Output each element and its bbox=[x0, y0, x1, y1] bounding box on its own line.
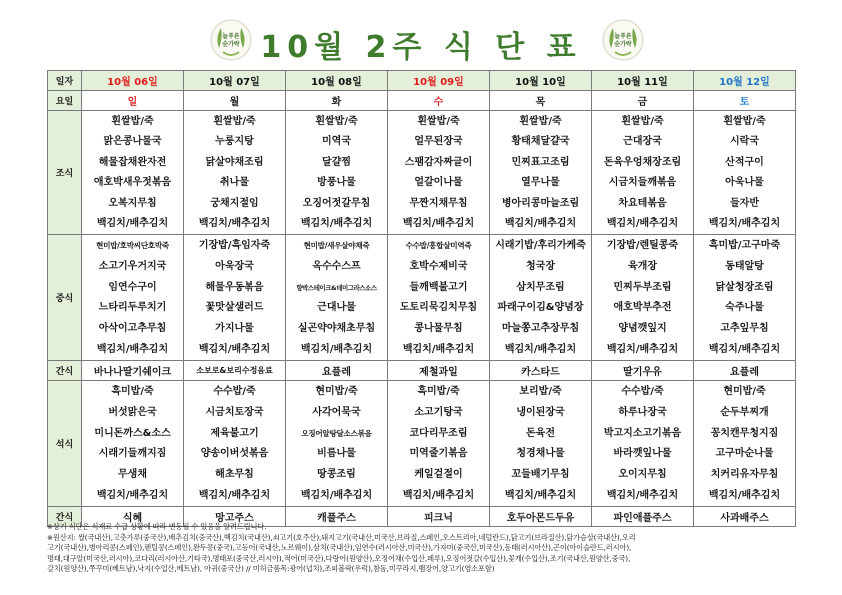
menu-item: 미역줄기볶음 bbox=[409, 448, 468, 460]
menu-item: 흰쌀밥/죽 bbox=[315, 116, 358, 127]
menu-item: 사각어묵국 bbox=[312, 406, 361, 418]
menu-item: 백김치/배추김치 bbox=[198, 343, 271, 355]
page-title: 10월 2주 식 단 표 bbox=[260, 30, 582, 65]
breakfast-cell bbox=[592, 111, 694, 235]
menu-item: 치커리유자무침 bbox=[710, 469, 779, 481]
snack-cell: 호두아몬드두유 bbox=[490, 507, 592, 527]
menu-item: 고추잎무침 bbox=[720, 323, 769, 335]
menu-item: 현미밥/죽 bbox=[315, 386, 358, 397]
menu-item: 임연수구이 bbox=[108, 281, 157, 293]
note-line: ※상기 식단은 식재료 수급 상황에 따라 변동될 수 있음을 알려드립니다. bbox=[47, 522, 267, 531]
menu-item: 땅콩조림 bbox=[317, 469, 356, 481]
menu-item: 아욱장국 bbox=[215, 260, 254, 272]
menu-item: 동태알탕 bbox=[725, 260, 764, 272]
menu-item: 제육불고기 bbox=[210, 427, 259, 439]
meal-table bbox=[47, 70, 796, 527]
weekday-cell: 수 bbox=[388, 91, 490, 111]
menu-item: 백김치/배추김치 bbox=[402, 489, 475, 501]
dinner-cell bbox=[490, 381, 592, 507]
row-label: 조식 bbox=[48, 111, 82, 235]
menu-item: 무짠지채무침 bbox=[409, 197, 468, 209]
menu-item: 기장밥/렌틸콩죽 bbox=[606, 240, 679, 251]
breakfast-cell bbox=[388, 111, 490, 235]
menu-item: 얼무된장국 bbox=[414, 136, 463, 148]
date-cell: 10월 11일 bbox=[592, 71, 694, 91]
menu-item: 궁채지절임 bbox=[210, 197, 259, 209]
menu-item: 들깨백불고기 bbox=[409, 281, 468, 293]
menu-item: 백김치/배추김치 bbox=[708, 343, 781, 355]
menu-item: 시금치토장국 bbox=[205, 406, 264, 418]
menu-item: 오복지무침 bbox=[108, 197, 157, 209]
menu-item: 흰쌀밥/죽 bbox=[111, 116, 154, 127]
menu-item: 근대장국 bbox=[623, 136, 662, 148]
menu-item: 시락국 bbox=[730, 136, 759, 148]
menu-item: 미니돈까스&소스 bbox=[94, 427, 171, 439]
lunch-cell bbox=[490, 235, 592, 361]
menu-item: 실곤약야채초무침 bbox=[297, 323, 376, 335]
menu-item: 콩나물무침 bbox=[414, 323, 463, 335]
menu-item: 가지나물 bbox=[215, 323, 254, 335]
lunch-cell bbox=[694, 235, 796, 361]
row-label: 석식 bbox=[48, 381, 82, 507]
meal-row tall bbox=[48, 381, 796, 507]
menu-item: 닭살청장조림 bbox=[715, 281, 774, 293]
menu-item: 미역국 bbox=[322, 136, 351, 148]
menu-item: 흑미밥/고구마죽 bbox=[708, 240, 781, 251]
menu-item: 백김치/배추김치 bbox=[606, 217, 679, 229]
menu-item: 현미밥/죽 bbox=[723, 386, 766, 397]
menu-item: 백김치/배추김치 bbox=[606, 489, 679, 501]
menu-item: 보리밥/죽 bbox=[519, 386, 562, 397]
menu-item: 시래기들깨지짐 bbox=[98, 448, 167, 460]
menu-item: 백김치/배추김치 bbox=[708, 217, 781, 229]
menu-item: 민찌표고조림 bbox=[511, 156, 570, 168]
menu-item: 백김치/배추김치 bbox=[504, 217, 577, 229]
menu-item: 청경채나물 bbox=[516, 448, 565, 460]
date-cell: 10월 06일 bbox=[82, 71, 184, 91]
menu-item: 수수밥/죽 bbox=[621, 386, 664, 397]
lunch-cell bbox=[82, 235, 184, 361]
date-cell: 10월 07일 bbox=[184, 71, 286, 91]
menu-item: 케일겉절이 bbox=[414, 469, 463, 481]
menu-item: 근대나물 bbox=[317, 302, 356, 314]
menu-item: 순두부찌개 bbox=[720, 406, 769, 418]
menu-item: 산적구이 bbox=[725, 156, 764, 168]
menu-item: 호박수제비국 bbox=[409, 260, 468, 272]
snack-cell: 파인애플주스 bbox=[592, 507, 694, 527]
menu-item: 무생채 bbox=[118, 469, 147, 481]
menu-item: 백김치/배추김치 bbox=[300, 217, 373, 229]
menu-item: 백김치/배추김치 bbox=[96, 489, 169, 501]
menu-item: 마늘쫑고추장무침 bbox=[501, 323, 580, 335]
menu-item: 소고기탕국 bbox=[414, 406, 463, 418]
menu-item: 맑은콩나물국 bbox=[103, 136, 162, 148]
snack-row bbox=[48, 361, 796, 381]
menu-item: 얼갈이나물 bbox=[414, 177, 463, 189]
menu-item: 숙주나물 bbox=[725, 302, 764, 314]
menu-item: 백김치/배추김치 bbox=[606, 343, 679, 355]
dinner-cell bbox=[82, 381, 184, 507]
snack-cell: 소보로&보리수정음료 bbox=[184, 361, 286, 381]
menu-item: 고구마순나물 bbox=[715, 448, 774, 460]
menu-item: 방풍나물 bbox=[317, 177, 356, 189]
menu-item: 돈육전 bbox=[526, 427, 555, 439]
lunch-cell bbox=[388, 235, 490, 361]
row-label: 요일 bbox=[48, 91, 82, 111]
snack-cell: 요플레 bbox=[286, 361, 388, 381]
svg-text:숟가락: 숟가락 bbox=[222, 41, 240, 48]
menu-item: 소고기우거지국 bbox=[98, 260, 167, 272]
menu-item: 스팸감자짜글이 bbox=[404, 156, 473, 168]
breakfast-cell bbox=[82, 111, 184, 235]
weekday-cell: 토 bbox=[694, 91, 796, 111]
row-label: 간식 bbox=[48, 507, 82, 527]
weekday-cell: 월 bbox=[184, 91, 286, 111]
menu-item: 삼치무조림 bbox=[516, 281, 565, 293]
lunch-cell bbox=[184, 235, 286, 361]
snack-cell: 바나나딸기쉐이크 bbox=[82, 361, 184, 381]
menu-item: 꽃맛살샐러드 bbox=[205, 302, 264, 314]
weekday-cell: 목 bbox=[490, 91, 592, 111]
menu-item: 병아리콩마늘조림 bbox=[501, 197, 580, 209]
menu-item: 향박스테이크&데미그라스소스 bbox=[296, 283, 377, 292]
menu-item: 수수밥/죽 bbox=[213, 386, 256, 397]
menu-item: 파래구이김&양념장 bbox=[497, 302, 584, 314]
menu-item: 꼬들배기무침 bbox=[511, 469, 570, 481]
breakfast-cell bbox=[490, 111, 592, 235]
note-line: ※원산지: 쌀(국내산),고춧가루(중국산),배추김치(중국산),백김치(국내산),쇠고기(호주산),돼지고기(국내산,미국산,브라질,스페인,오스트리아,네덜란드),닭고기(브라질산),닭가슴살(국내산),오리 bbox=[47, 532, 636, 542]
date-cell: 10월 12일 bbox=[694, 71, 796, 91]
menu-item: 황태채달걀국 bbox=[511, 136, 570, 148]
dinner-cell bbox=[388, 381, 490, 507]
notes bbox=[47, 522, 797, 575]
menu-item: 버섯맑은국 bbox=[108, 406, 157, 418]
note-line: 고기(국내산),병아리콩(스페인),렌틸콩(스페인),완두콩(중국),고등어(국내산,노르웨이),삼치(국내산),임연수(러시아산,미국산),가자미(중국산,미국산),동태(러시아산),곤이(아이슬란드,러시아), bbox=[47, 543, 632, 553]
menu-item: 오이지무침 bbox=[618, 469, 667, 481]
menu-item: 수수밥/흥합살미역죽 bbox=[405, 241, 472, 250]
dinner-cell bbox=[184, 381, 286, 507]
note-line: 명태,대구알(미국산,러시아),코다리(러시아산,기타국),명태포(중국산,러시아),적어(미국산),다랑어(원양산),오징어채(수입산,페루),오징어젓갈(수입산),꽃게(수입산),조기(국내산,원양산,중국), bbox=[47, 553, 631, 563]
menu-item: 시래기밥/후리가케죽 bbox=[495, 240, 586, 251]
menu-item: 백김치/배추김치 bbox=[402, 343, 475, 355]
menu-item: 취나물 bbox=[220, 177, 249, 189]
menu-item: 흰쌀밥/죽 bbox=[417, 116, 460, 127]
menu-item: 박고지소고기볶음 bbox=[603, 427, 682, 439]
meal-row bbox=[48, 111, 796, 235]
menu-item: 흰쌀밥/죽 bbox=[213, 116, 256, 127]
dinner-cell bbox=[592, 381, 694, 507]
menu-item: 백김치/배추김치 bbox=[96, 217, 169, 229]
snack-cell: 캐플주스 bbox=[286, 507, 388, 527]
menu-item: 백김치/배추김치 bbox=[708, 489, 781, 501]
lunch-cell bbox=[286, 235, 388, 361]
menu-item: 흰쌀밥/죽 bbox=[519, 116, 562, 127]
snack-cell: 망고주스 bbox=[184, 507, 286, 527]
svg-text:늘푸른: 늘푸른 bbox=[614, 33, 632, 40]
menu-item: 냉이된장국 bbox=[516, 406, 565, 418]
weekday-cell: 화 bbox=[286, 91, 388, 111]
snack-cell: 제철과일 bbox=[388, 361, 490, 381]
snack-cell: 식혜 bbox=[82, 507, 184, 527]
logo-icon bbox=[601, 18, 645, 62]
dinner-cell bbox=[694, 381, 796, 507]
menu-item: 아욱나물 bbox=[725, 177, 764, 189]
note-line: 갈치(원양산),쭈꾸미(베트남),낙지(수입산,베트남), 아귀(중국산) // 미허금품목:광어(넙치),조피볼락(우럭),참돔,미꾸라지,뱀장어,양고기(염소포함) bbox=[47, 564, 495, 574]
menu-item: 오징어젓갈무침 bbox=[302, 197, 371, 209]
snack-cell: 요플레 bbox=[694, 361, 796, 381]
menu-item: 바라깻잎나물 bbox=[613, 448, 672, 460]
menu-item: 해물잡채완자전 bbox=[98, 156, 167, 168]
menu-item: 양념깻잎지 bbox=[618, 323, 667, 335]
lunch-cell bbox=[592, 235, 694, 361]
menu-item: 느타리두루치기 bbox=[98, 302, 167, 314]
date-cell: 10월 09일 bbox=[388, 71, 490, 91]
breakfast-cell bbox=[286, 111, 388, 235]
menu-item: 차요테볶음 bbox=[618, 197, 667, 209]
menu-item: 코다리무조림 bbox=[409, 427, 468, 439]
svg-text:늘푸른: 늘푸른 bbox=[222, 33, 240, 40]
row-label: 일자 bbox=[48, 71, 82, 91]
menu-item: 백김치/배추김치 bbox=[198, 489, 271, 501]
date-cell: 10월 10일 bbox=[490, 71, 592, 91]
page-header bbox=[0, 18, 842, 68]
menu-item: 기장밥/흑임자죽 bbox=[198, 240, 271, 251]
menu-item: 옥수수스프 bbox=[312, 260, 361, 272]
menu-item: 열무나물 bbox=[521, 177, 560, 189]
menu-item: 누룽지탕 bbox=[215, 136, 254, 148]
menu-item: 돈육우엉채장조림 bbox=[603, 156, 682, 168]
date-cell: 10월 08일 bbox=[286, 71, 388, 91]
menu-item: 비름나물 bbox=[317, 448, 356, 460]
snack-cell: 피크닉 bbox=[388, 507, 490, 527]
menu-item: 들자반 bbox=[730, 197, 759, 209]
menu-item: 달걀찜 bbox=[322, 156, 351, 168]
menu-item: 흑미밥/죽 bbox=[417, 386, 460, 397]
menu-item: 흰쌀밥/죽 bbox=[621, 116, 664, 127]
menu-item: 도토리묵김치무침 bbox=[399, 302, 478, 314]
menu-item: 하루나장국 bbox=[618, 406, 667, 418]
menu-item: 백김치/배추김치 bbox=[300, 489, 373, 501]
menu-item: 해초무침 bbox=[215, 469, 254, 481]
menu-item: 백김치/배추김치 bbox=[96, 343, 169, 355]
menu-item: 오징어알탕달소스볶음 bbox=[301, 428, 372, 438]
snack-cell: 딸기우유 bbox=[592, 361, 694, 381]
menu-item: 백김치/배추김치 bbox=[504, 489, 577, 501]
snack-cell: 사과배주스 bbox=[694, 507, 796, 527]
day-row bbox=[48, 91, 796, 111]
row-label: 중식 bbox=[48, 235, 82, 361]
menu-item: 시금치들깨볶음 bbox=[608, 177, 677, 189]
menu-item: 애호박부추전 bbox=[613, 302, 672, 314]
weekday-cell: 금 bbox=[592, 91, 694, 111]
date-row bbox=[48, 71, 796, 91]
menu-item: 현미밥/호박씨단호박죽 bbox=[96, 241, 169, 250]
weekday-cell: 일 bbox=[82, 91, 184, 111]
menu-item: 아삭이고추무침 bbox=[98, 323, 167, 335]
breakfast-cell bbox=[184, 111, 286, 235]
menu-item: 해물우동볶음 bbox=[205, 281, 264, 293]
menu-item: 민찌두부조림 bbox=[613, 281, 672, 293]
menu-item: 백김치/배추김치 bbox=[198, 217, 271, 229]
dinner-cell bbox=[286, 381, 388, 507]
row-label: 간식 bbox=[48, 361, 82, 381]
meal-row tall bbox=[48, 235, 796, 361]
menu-item: 육개장 bbox=[628, 260, 657, 272]
menu-item: 양송이버섯볶음 bbox=[200, 448, 269, 460]
menu-item: 백김치/배추김치 bbox=[504, 343, 577, 355]
svg-text:숟가락: 숟가락 bbox=[614, 41, 632, 48]
menu-item: 현미밥/새우살야채죽 bbox=[303, 241, 370, 250]
menu-item: 백김치/배추김치 bbox=[300, 343, 373, 355]
menu-item: 꽁치캔무청지짐 bbox=[710, 427, 779, 439]
menu-item: 흰쌀밥/죽 bbox=[723, 116, 766, 127]
menu-item: 애호박새우젓볶음 bbox=[93, 177, 172, 189]
breakfast-cell bbox=[694, 111, 796, 235]
snack-cell: 카스타드 bbox=[490, 361, 592, 381]
menu-item: 백김치/배추김치 bbox=[402, 217, 475, 229]
menu-item: 닭살야채조림 bbox=[205, 156, 264, 168]
menu-item: 흑미밥/죽 bbox=[111, 386, 154, 397]
menu-item: 청국장 bbox=[526, 260, 555, 272]
